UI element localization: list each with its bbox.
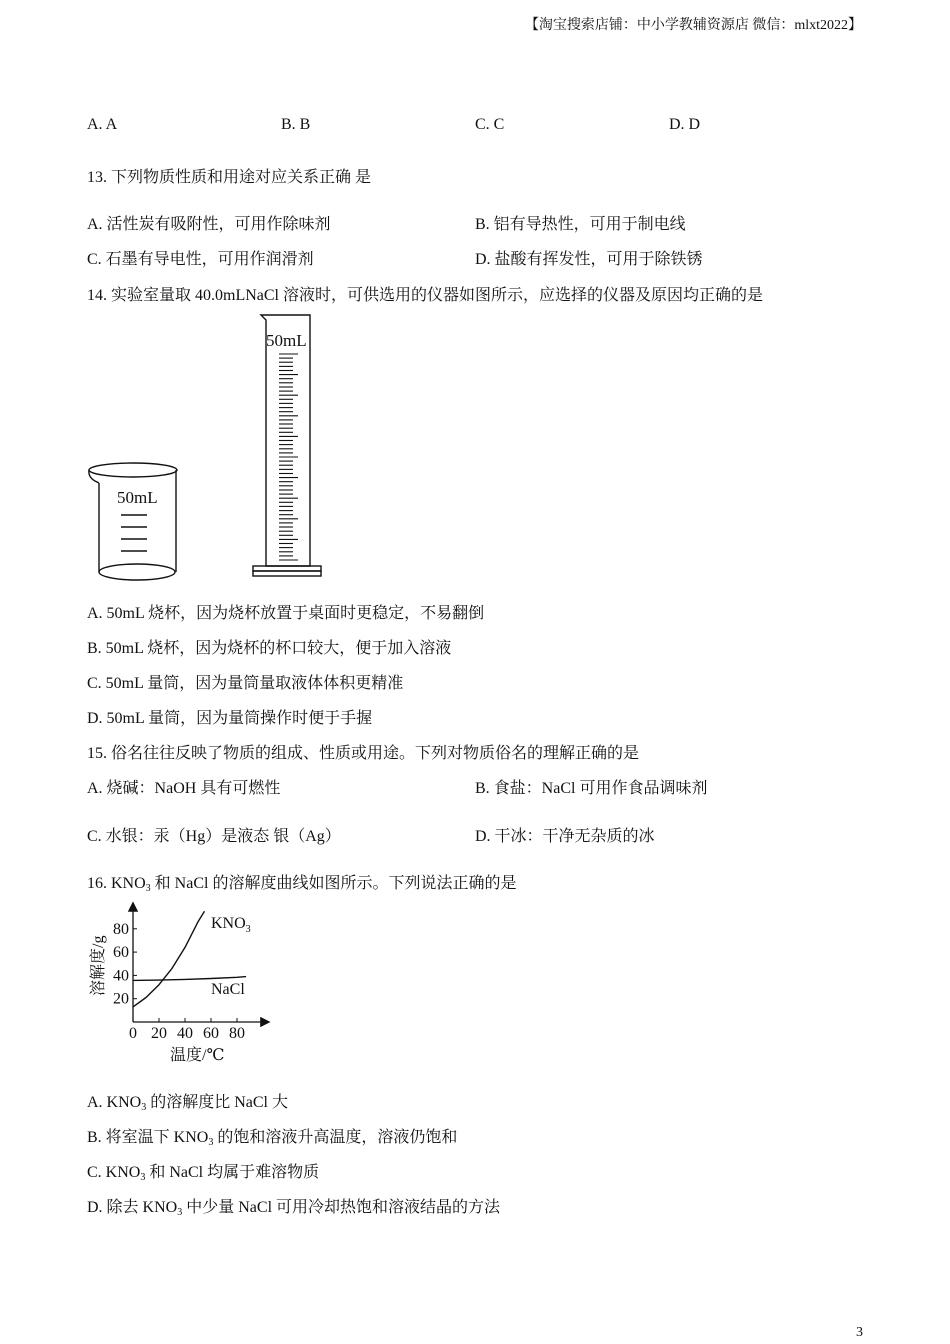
q16-option-a-pre: A. KNO [87, 1094, 142, 1111]
solubility-chart [84, 898, 279, 1070]
q16-option-d-pre: D. 除去 KNO [87, 1199, 178, 1216]
x-tick-label: 20 [151, 1025, 167, 1042]
q15-option-a: A. 烧碱：NaOH 具有可燃性 [87, 780, 281, 797]
q12-option-a: A. A [87, 116, 118, 133]
series-kno3-line [133, 911, 205, 1007]
x-tick-label: 0 [129, 1025, 137, 1042]
x-axis-label: 温度/℃ [170, 1047, 225, 1064]
q16-stem-sub: 3 [145, 883, 151, 894]
q13-option-d: D. 盐酸有挥发性，可用于除铁锈 [475, 251, 703, 268]
q16-option-d-sub: 3 [177, 1207, 183, 1218]
cylinder-label: 50mL [266, 331, 307, 350]
q12-option-d: D. D [669, 116, 701, 133]
q16-option-a-post: 的溶解度比 NaCl 大 [146, 1094, 288, 1111]
x-tick-label: 40 [177, 1025, 193, 1042]
page-number: 3 [856, 1325, 863, 1340]
legend-kno3 [211, 915, 251, 935]
q13-stem: 13. 下列物质性质和用途对应关系正确 是 [87, 169, 372, 186]
q16-option-c-pre: C. KNO [87, 1164, 141, 1181]
q14-option-a: A. 50mL 烧杯，因为烧杯放置于桌面时更稳定，不易翻倒 [87, 605, 485, 622]
q16-option-a-sub: 3 [141, 1102, 147, 1113]
x-tick-label: 60 [203, 1025, 219, 1042]
q16-option-b [87, 1124, 457, 1148]
q14-option-b: B. 50mL 烧杯，因为烧杯的杯口较大，便于加入溶液 [87, 640, 452, 657]
q12-option-c: C. C [475, 116, 505, 133]
q16-stem [87, 870, 516, 894]
q16-option-c-post: 和 NaCl 均属于难溶物质 [145, 1164, 320, 1181]
legend-nacl: NaCl [211, 981, 245, 998]
q13-option-c: C. 石墨有导电性，可用作润滑剂 [87, 251, 314, 268]
beaker-figure [85, 455, 185, 585]
q16-option-c [87, 1159, 319, 1183]
page-header: 【淘宝搜索店铺：中小学教辅资源店 微信：mlxt2022】 [524, 18, 862, 33]
q16-stem-pre: 16. KNO [87, 875, 146, 892]
q13-option-a: A. 活性炭有吸附性，可用作除味剂 [87, 216, 331, 233]
q16-stem-post: 和 NaCl 的溶解度曲线如图所示。下列说法正确的是 [150, 875, 517, 892]
q16-option-c-sub: 3 [140, 1172, 146, 1183]
q15-option-d: D. 干冰：干净无杂质的冰 [475, 828, 655, 845]
q14-stem: 14. 实验室量取 40.0mLNaCl 溶液时，可供选用的仪器如图所示，应选择的仪器及原因均正确的是 [87, 287, 763, 304]
graduated-cylinder-figure [248, 308, 328, 583]
y-tick-label: 60 [113, 944, 129, 962]
q16-option-b-sub: 3 [208, 1137, 214, 1148]
q12-option-b: B. B [281, 116, 311, 133]
q15-option-b: B. 食盐：NaCl 可用作食品调味剂 [475, 780, 708, 797]
x-tick-label: 80 [229, 1025, 245, 1042]
legend-kno3-name: KNO [211, 915, 246, 932]
y-tick-label: 20 [113, 990, 129, 1008]
q16-option-b-post: 的饱和溶液升高温度，溶液仍饱和 [213, 1129, 458, 1146]
q16-option-d-post: 中少量 NaCl 可用冷却热饱和溶液结晶的方法 [182, 1199, 501, 1216]
y-axis-label: 溶解度/g [90, 935, 107, 996]
q13-option-b: B. 铝有导热性，可用于制电线 [475, 216, 686, 233]
q15-stem: 15. 俗名往往反映了物质的组成、性质或用途。下列对物质俗名的理解正确的是 [87, 745, 640, 762]
legend-kno3-sub: 3 [245, 924, 251, 935]
beaker-label: 50mL [117, 488, 158, 507]
y-tick-label: 80 [113, 920, 129, 938]
q16-option-d [87, 1194, 500, 1218]
y-tick-label: 40 [113, 967, 129, 985]
q16-option-b-pre: B. 将室温下 KNO [87, 1129, 209, 1146]
q15-option-c: C. 水银：汞（Hg）是液态 银（Ag） [87, 828, 341, 845]
q14-option-d: D. 50mL 量筒，因为量筒操作时便于手握 [87, 710, 373, 727]
series-nacl-line [133, 977, 246, 981]
q16-option-a [87, 1089, 288, 1113]
q14-option-c: C. 50mL 量筒，因为量筒量取液体体积更精准 [87, 675, 404, 692]
